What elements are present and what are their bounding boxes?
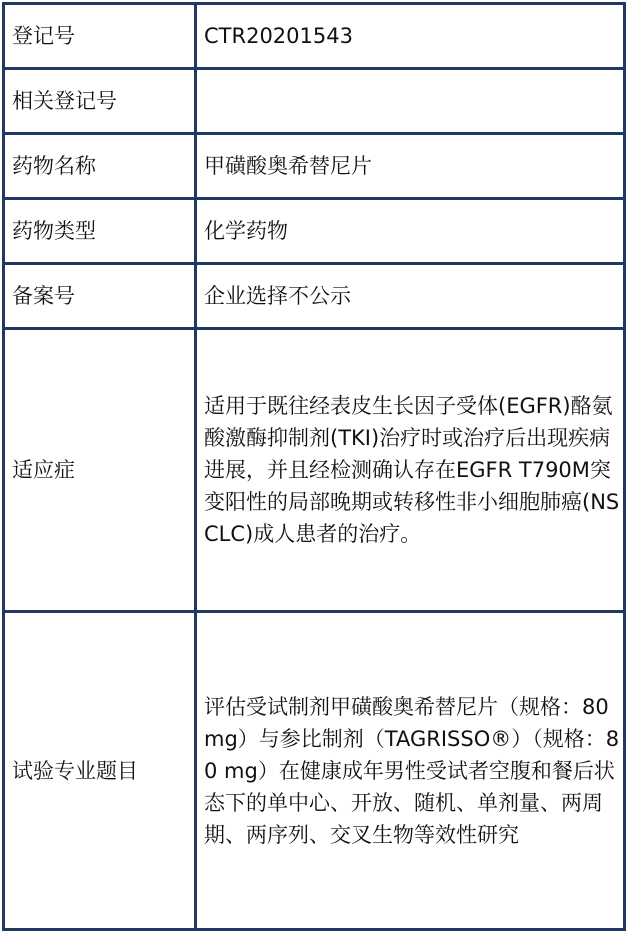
label-indication: 适应症 bbox=[4, 329, 196, 612]
row-related-registration-no bbox=[4, 69, 625, 134]
row-indication bbox=[4, 329, 625, 612]
trial-info-table bbox=[2, 2, 626, 931]
value-indication: 适用于既往经表皮生长因子受体(EGFR)酪氨酸激酶抑制剂(TKI)治疗时或治疗后出现疾病进展，并且经检测确认存在EGFR T790M突变阳性的局部晚期或转移性非小细胞肺癌(NSCLC)成人患者的治疗。 bbox=[196, 329, 625, 612]
row-registration-no bbox=[4, 4, 625, 69]
label-drug-name: 药物名称 bbox=[4, 134, 196, 199]
value-scientific-title: 评估受试制剂甲磺酸奥希替尼片（规格：80 mg）与参比制剂（TAGRISSO®）（规格：80 mg）在健康成年男性受试者空腹和餐后状态下的单中心、开放、随机、单剂量、两周期、两序列、交叉生物等效性研究 bbox=[196, 612, 625, 930]
row-drug-name bbox=[4, 134, 625, 199]
row-scientific-title bbox=[4, 612, 625, 930]
value-drug-type: 化学药物 bbox=[196, 199, 625, 264]
label-filing-no: 备案号 bbox=[4, 264, 196, 329]
label-related-registration-no: 相关登记号 bbox=[4, 69, 196, 134]
value-filing-no: 企业选择不公示 bbox=[196, 264, 625, 329]
label-registration-no: 登记号 bbox=[4, 4, 196, 69]
value-drug-name: 甲磺酸奥希替尼片 bbox=[196, 134, 625, 199]
label-scientific-title: 试验专业题目 bbox=[4, 612, 196, 930]
label-drug-type: 药物类型 bbox=[4, 199, 196, 264]
value-related-registration-no bbox=[196, 69, 625, 134]
value-registration-no: CTR20201543 bbox=[196, 4, 625, 69]
row-drug-type bbox=[4, 199, 625, 264]
row-filing-no bbox=[4, 264, 625, 329]
